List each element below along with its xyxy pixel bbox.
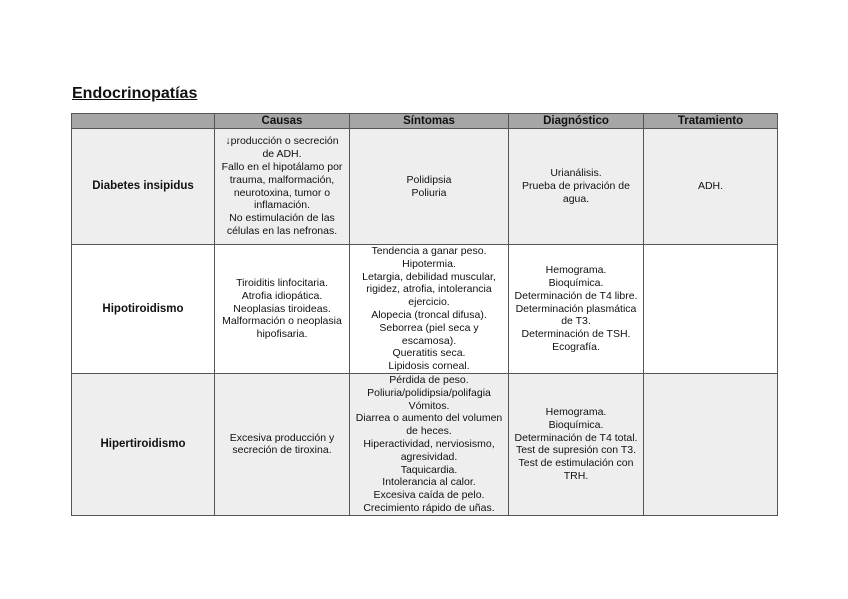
- page-title: Endocrinopatías: [72, 85, 198, 102]
- header-row: [72, 114, 778, 129]
- diagnostico-cell: [509, 129, 644, 245]
- cell-line: ↓producción o secreción de ADH.: [225, 135, 339, 161]
- cell-line: Letargia, debilidad muscular, rigidez, atrofia, intolerancia ejercicio.: [362, 270, 496, 309]
- cell-line: Alopecia (troncal difusa).: [371, 308, 487, 321]
- cell-line: Hiperactividad, nerviosismo, agresividad.: [363, 437, 495, 463]
- cell-line: Determinación de TSH.: [521, 328, 631, 341]
- tratamiento-cell: [644, 129, 778, 245]
- diagnostico-cell: [509, 245, 644, 374]
- cell-line: Malformación o neoplasia hipofisaria.: [222, 315, 342, 341]
- header-cell-causas: Causas: [215, 114, 350, 129]
- cell-line: Hipotermia.: [402, 257, 456, 270]
- header-cell-sintomas: Síntomas: [350, 114, 509, 129]
- header-cell-blank: [72, 114, 215, 129]
- cell-line: Excesiva producción y secreción de tiroxina.: [229, 431, 335, 457]
- cell-line: Neoplasias tiroideas.: [233, 302, 331, 315]
- cell-line: Crecimiento rápido de uñas.: [363, 501, 495, 514]
- causas-cell: [215, 245, 350, 374]
- cell-line: Bioquímica.: [548, 418, 604, 431]
- header-cell-diagnostico: Diagnóstico: [509, 114, 644, 129]
- cell-line: Urianálisis.: [550, 167, 602, 180]
- cell-line: Prueba de privación de agua.: [522, 180, 630, 205]
- cell-line: No estimulación de las células en las nefronas.: [226, 212, 338, 237]
- cell-line: Lipidosis corneal.: [388, 360, 470, 373]
- causas-cell: [215, 129, 350, 245]
- cell-line: Test de estimulación con TRH.: [518, 457, 634, 482]
- sintomas-cell: [350, 245, 509, 374]
- table-row: [72, 373, 778, 515]
- cell-line: Pérdida de peso.: [389, 373, 469, 386]
- row-name: Diabetes insipidus: [72, 129, 215, 245]
- cell-line: Fallo en el hipotálamo por trauma, malformación, neurotoxina, tumor o inflamación.: [221, 160, 343, 212]
- cell-line: Ecografía.: [552, 340, 600, 353]
- table-row: [72, 245, 778, 374]
- cell-line: Tiroiditis linfocitaria.: [236, 276, 328, 289]
- sintomas-cell: [350, 129, 509, 245]
- tratamiento-cell: [644, 373, 778, 515]
- causas-cell: [215, 373, 350, 515]
- cell-line: Tendencia a ganar peso.: [371, 245, 487, 257]
- cell-line: Vómitos.: [408, 399, 450, 412]
- cell-line: Test de supresión con T3.: [515, 444, 637, 457]
- cell-line: Poliuria/polidipsia/polifagia: [367, 386, 491, 399]
- cell-line: Seborrea (piel seca y escamosa).: [379, 321, 479, 347]
- cell-line: Bioquímica.: [548, 276, 604, 289]
- table-row: [72, 129, 778, 245]
- cell-line: Diarrea o aumento del volumen de heces.: [355, 412, 503, 438]
- cell-line: Queratitis seca.: [392, 347, 466, 360]
- row-name: Hipotiroidismo: [72, 245, 215, 374]
- cell-line: Intolerancia al calor.: [382, 476, 476, 489]
- cell-line: Determinación de T4 total.: [514, 431, 638, 444]
- header-cell-tratamiento: Tratamiento: [644, 114, 778, 129]
- cell-line: Hemograma.: [545, 264, 607, 277]
- cell-line: Atrofia idiopática.: [241, 289, 323, 302]
- sintomas-cell: [350, 373, 509, 515]
- cell-line: Determinación de T4 libre.: [514, 289, 638, 302]
- cell-line: Polidipsia: [406, 173, 452, 186]
- tratamiento-cell: [644, 245, 778, 374]
- cell-line: Determinación plasmática de T3.: [515, 302, 637, 328]
- diagnostico-cell: [509, 373, 644, 515]
- cell-line: Excesiva caída de pelo.: [373, 489, 485, 502]
- cell-line: Hemograma.: [545, 405, 607, 418]
- row-name: Hipertiroidismo: [72, 373, 215, 515]
- cell-line: ADH.: [697, 180, 724, 193]
- endocrinopathies-table: [71, 113, 778, 516]
- cell-line: Poliuria: [411, 186, 447, 199]
- cell-line: Taquicardia.: [400, 463, 458, 476]
